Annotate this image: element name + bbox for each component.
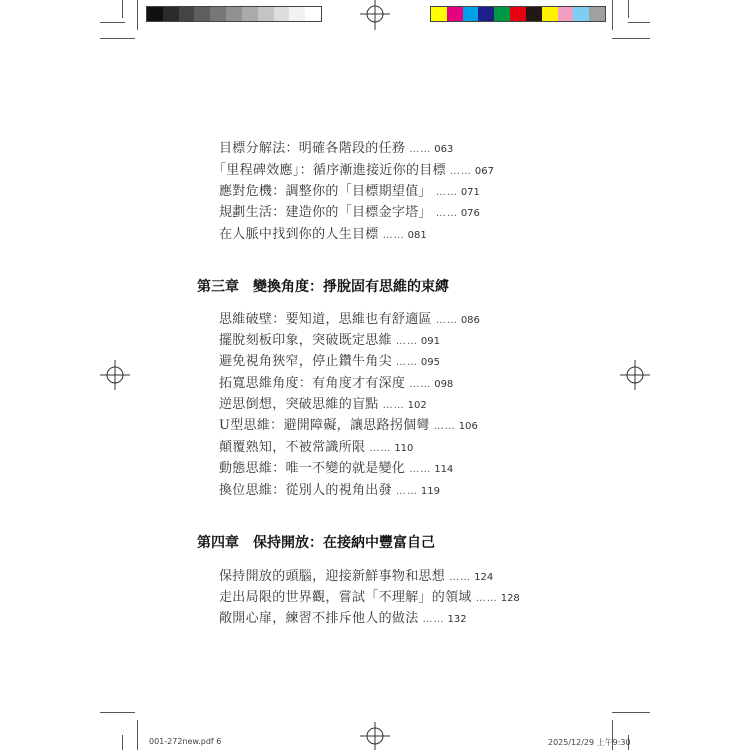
gray-swatch (258, 7, 274, 21)
toc-entry (219, 483, 440, 500)
toc-entry-title: 避免視角狹窄，停止鑽牛角尖 (219, 354, 392, 369)
toc-leader: …… (435, 208, 458, 219)
toc-entry-title: 顛覆熟知，不被常識所限 (219, 440, 366, 455)
color-swatch (494, 7, 510, 21)
toc-leader: …… (395, 336, 418, 347)
toc-leader: …… (382, 400, 405, 411)
registration-mark-left-icon (100, 360, 130, 390)
toc-entry (219, 397, 427, 414)
toc-entry (219, 461, 453, 478)
toc-page-number: 132 (447, 614, 467, 625)
toc-entry (219, 440, 413, 457)
toc-entry-title: 敞開心扉，練習不排斥他人的做法 (219, 611, 419, 626)
toc-entry (219, 376, 453, 393)
color-swatch (589, 7, 605, 21)
gray-swatch (194, 7, 210, 21)
toc-leader: …… (449, 166, 472, 177)
toc-entry (219, 312, 480, 329)
toc-leader: …… (435, 187, 458, 198)
toc-entry (219, 590, 520, 607)
toc-leader: …… (395, 357, 418, 368)
gray-swatch (210, 7, 226, 21)
color-swatch (526, 7, 542, 21)
toc-entry-title: 在人脈中找到你的人生目標 (219, 227, 379, 242)
toc-page-number: 071 (460, 187, 480, 198)
toc-page-number: 091 (420, 336, 440, 347)
crop-mark-tl-h2 (100, 22, 125, 23)
toc-entry-title: 動態思維：唯一不變的就是變化 (219, 461, 406, 476)
toc-leader: …… (395, 486, 418, 497)
color-swatch (478, 7, 494, 21)
toc-entry-title: 拓寬思維角度：有角度才有深度 (219, 376, 406, 391)
crop-mark-tl-h (100, 38, 135, 39)
crop-mark-tl-v2 (122, 0, 123, 18)
toc-leader: …… (409, 464, 432, 475)
chapter-number: 第四章 (197, 535, 239, 551)
toc-page-number: 128 (500, 593, 520, 604)
color-swatch (431, 7, 447, 21)
registration-mark-top-icon (360, 0, 390, 30)
toc-leader: …… (433, 421, 456, 432)
toc-leader: …… (449, 572, 472, 583)
color-swatch (463, 7, 479, 21)
toc-entry-title: 規劃生活：建造你的「目標金字塔」 (219, 205, 432, 220)
gray-swatch (274, 7, 290, 21)
crop-mark-bl-v2 (122, 735, 123, 750)
toc-page-number: 119 (420, 486, 440, 497)
toc-entry (219, 333, 440, 350)
toc-entry (219, 227, 427, 244)
crop-mark-tr-h (612, 38, 650, 39)
toc-page-number: 124 (474, 572, 494, 583)
color-swatch (510, 7, 526, 21)
color-swatch (447, 7, 463, 21)
toc-page-number: 081 (407, 230, 427, 241)
gray-swatch (179, 7, 195, 21)
toc-entry (219, 205, 480, 222)
toc-entry (219, 569, 493, 586)
toc-entry-title: 「里程碑效應」：循序漸進接近你的目標 (213, 163, 446, 178)
toc-page-number: 110 (394, 443, 414, 454)
chapter-title: 變換角度：掙脫固有思維的束縛 (253, 279, 449, 295)
toc-entry (219, 184, 480, 201)
toc-entry (219, 611, 467, 628)
crop-mark-bl-h (100, 712, 135, 713)
crop-mark-br-h (612, 712, 650, 713)
print-slug-datetime: 2025/12/29 上午9:30 (548, 738, 631, 747)
toc-page-number: 114 (434, 464, 454, 475)
toc-entry-title: U型思維：避開障礙，讓思路拐個彎 (219, 418, 430, 433)
toc-page-number: 063 (434, 144, 454, 155)
color-swatch (542, 7, 558, 21)
toc-entry (219, 354, 440, 371)
crop-mark-tr-v (612, 0, 613, 30)
color-swatch (558, 7, 574, 21)
toc-entry (213, 163, 494, 180)
gray-swatch (163, 7, 179, 21)
gray-swatch (305, 7, 321, 21)
toc-leader: …… (475, 593, 498, 604)
chapter-heading (197, 278, 449, 296)
toc-page-number: 095 (420, 357, 440, 368)
toc-entry-title: 換位思維：從別人的視角出發 (219, 483, 392, 498)
chapter-title: 保持開放：在接納中豐富自己 (253, 535, 435, 551)
chapter-number: 第三章 (197, 279, 239, 295)
toc-leader: …… (382, 230, 405, 241)
toc-entry-title: 擺脫刻板印象，突破既定思維 (219, 333, 392, 348)
toc-page-number: 086 (460, 315, 480, 326)
toc-entry-title: 走出局限的世界觀，嘗試「不理解」的領域 (219, 590, 472, 605)
toc-entry-title: 應對危機：調整你的「目標期望值」 (219, 184, 432, 199)
toc-leader: …… (409, 379, 432, 390)
toc-leader: …… (369, 443, 392, 454)
toc-page-number: 102 (407, 400, 427, 411)
toc-entry (219, 141, 453, 158)
toc-entry-title: 逆思倒想，突破思維的盲點 (219, 397, 379, 412)
registration-mark-right-icon (620, 360, 650, 390)
crop-mark-tl-v (137, 0, 138, 30)
gray-swatch (147, 7, 163, 21)
toc-page-number: 067 (474, 166, 494, 177)
toc-leader: …… (409, 144, 432, 155)
toc-page-number: 076 (460, 208, 480, 219)
registration-mark-bottom-icon (360, 722, 390, 750)
toc-entry-title: 思維破壁：要知道，思維也有舒適區 (219, 312, 432, 327)
crop-mark-tr-v2 (628, 0, 629, 18)
print-slug-filename: 001-272new.pdf 6 (149, 737, 222, 746)
toc-entry (219, 418, 478, 435)
gray-swatch (242, 7, 258, 21)
grayscale-color-bar (146, 6, 322, 22)
toc-leader: …… (422, 614, 445, 625)
toc-page-number: 098 (434, 379, 454, 390)
crop-mark-bl-v (137, 720, 138, 750)
chapter-heading (197, 534, 435, 552)
gray-swatch (289, 7, 305, 21)
gray-swatch (226, 7, 242, 21)
toc-leader: …… (435, 315, 458, 326)
toc-page-number: 106 (458, 421, 478, 432)
toc-entry-title: 目標分解法：明確各階段的任務 (219, 141, 406, 156)
color-swatch (573, 7, 589, 21)
crop-mark-tr-h2 (628, 22, 650, 23)
toc-entry-title: 保持開放的頭腦，迎接新鮮事物和思想 (219, 569, 446, 584)
process-color-bar (430, 6, 606, 22)
